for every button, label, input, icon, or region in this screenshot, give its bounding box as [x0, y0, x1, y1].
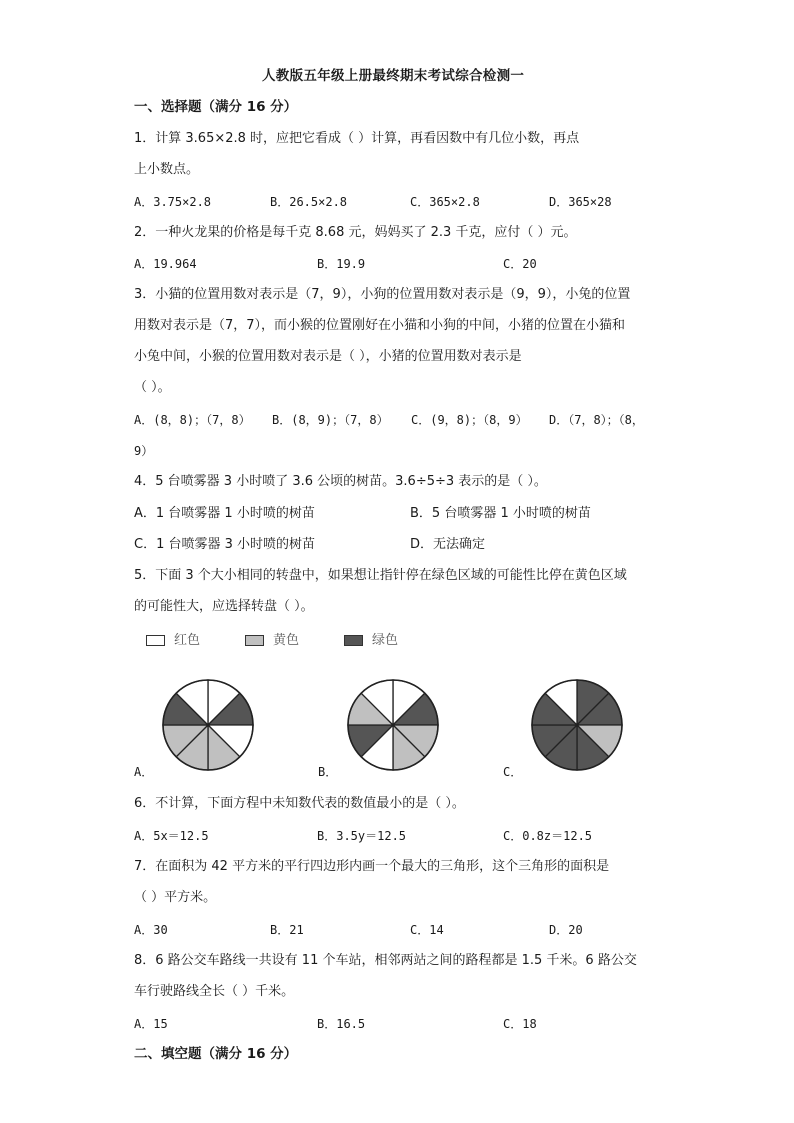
spinner-a[interactable] — [160, 677, 256, 773]
option-c[interactable]: C．365×2.8 — [410, 195, 480, 209]
option-a[interactable]: A．5x＝12.5 — [134, 829, 209, 843]
question-text: 6．不计算，下面方程中未知数代表的数值最小的是（ ）。 — [134, 796, 465, 811]
question-text: 7．在面积为 42 平方米的平行四边形内画一个最大的三角形，这个三角形的面积是 — [134, 859, 610, 874]
question-text: 用数对表示是（7，7），而小猴的位置刚好在小猫和小狗的中间，小猪的位置在小猫和 — [134, 318, 626, 333]
option-b[interactable]: B．21 — [270, 923, 304, 937]
option-a[interactable]: A．(8，8)；（7，8） — [134, 413, 251, 427]
option-b[interactable]: B．5 台喷雾器 1 小时喷的树苗 — [410, 506, 591, 521]
legend-swatch-yellow — [245, 635, 264, 646]
question-text: （ ）平方米。 — [134, 890, 217, 905]
question-text: 8．6 路公交车路线一共设有 11 个车站，相邻两站之间的路程都是 1.5 千米。6 路公交 — [134, 953, 637, 968]
question-text: 上小数点。 — [134, 162, 200, 177]
question-text: 1．计算 3.65×2.8 时，应把它看成（ ）计算，再看因数中有几位小数，再点 — [134, 131, 580, 146]
option-c[interactable]: C．0.8z＝12.5 — [503, 829, 593, 843]
question-text: 4．5 台喷雾器 3 小时喷了 3.6 公顷的树苗。3.6÷5÷3 表示的是（ ）。 — [134, 474, 547, 489]
spinner-c[interactable] — [529, 677, 625, 773]
question-text: 3．小猫的位置用数对表示是（7，9），小狗的位置用数对表示是（9，9），小兔的位置 — [134, 287, 631, 302]
option-a[interactable]: A．19.964 — [134, 257, 197, 271]
option-b[interactable]: B．3.5y＝12.5 — [317, 829, 407, 843]
option-a[interactable]: A．30 — [134, 923, 168, 937]
option-c[interactable]: C．18 — [503, 1017, 537, 1031]
spinner-label-c[interactable]: C． — [503, 765, 523, 779]
legend-label-red: 红色 — [174, 633, 201, 648]
legend-swatch-green — [344, 635, 363, 646]
option-a[interactable]: A．15 — [134, 1017, 168, 1031]
question-text: 2．一种火龙果的价格是每千克 8.68 元，妈妈买了 2.3 千克，应付（ ）元。 — [134, 225, 577, 240]
option-b[interactable]: B．26.5×2.8 — [270, 195, 348, 209]
option-b[interactable]: B．(8，9)；（7，8） — [272, 413, 389, 427]
legend-swatch-red — [146, 635, 165, 646]
spinner-label-b[interactable]: B． — [318, 765, 338, 779]
legend-label-green: 绿色 — [372, 633, 399, 648]
option-b[interactable]: B．19.9 — [317, 257, 366, 271]
option-d[interactable]: D．无法确定 — [410, 537, 486, 552]
question-text: 的可能性大，应选择转盘（ ）。 — [134, 599, 314, 614]
page-title: 人教版五年级上册最终期末考试综合检测一 — [262, 68, 525, 84]
option-d[interactable]: D．20 — [549, 923, 583, 937]
section-heading-choice: 一、选择题（满分 16 分） — [134, 99, 298, 115]
spinner-label-a[interactable]: A． — [134, 765, 154, 779]
option-a[interactable]: A．1 台喷雾器 1 小时喷的树苗 — [134, 506, 315, 521]
question-text: 车行驶路线全长（ ）千米。 — [134, 984, 295, 999]
option-d-wrap: 9） — [134, 444, 154, 458]
option-d[interactable]: D．365×28 — [549, 195, 612, 209]
option-c[interactable]: C．14 — [410, 923, 444, 937]
section-heading-fill: 二、填空题（满分 16 分） — [134, 1046, 298, 1062]
question-text: （ ）。 — [134, 380, 171, 395]
spinner-b[interactable] — [345, 677, 441, 773]
option-a[interactable]: A．3.75×2.8 — [134, 195, 212, 209]
option-d[interactable]: D．（7，8）；（8， — [549, 413, 644, 427]
option-c[interactable]: C．20 — [503, 257, 537, 271]
option-c[interactable]: C．1 台喷雾器 3 小时喷的树苗 — [134, 537, 316, 552]
question-text: 5．下面 3 个大小相同的转盘中，如果想让指针停在绿色区域的可能性比停在黄色区域 — [134, 568, 627, 583]
option-b[interactable]: B．16.5 — [317, 1017, 366, 1031]
option-c[interactable]: C．(9，8)；（8，9） — [411, 413, 528, 427]
legend-label-yellow: 黄色 — [273, 633, 300, 648]
question-text: 小兔中间，小猴的位置用数对表示是（ ），小猪的位置用数对表示是 — [134, 349, 522, 364]
